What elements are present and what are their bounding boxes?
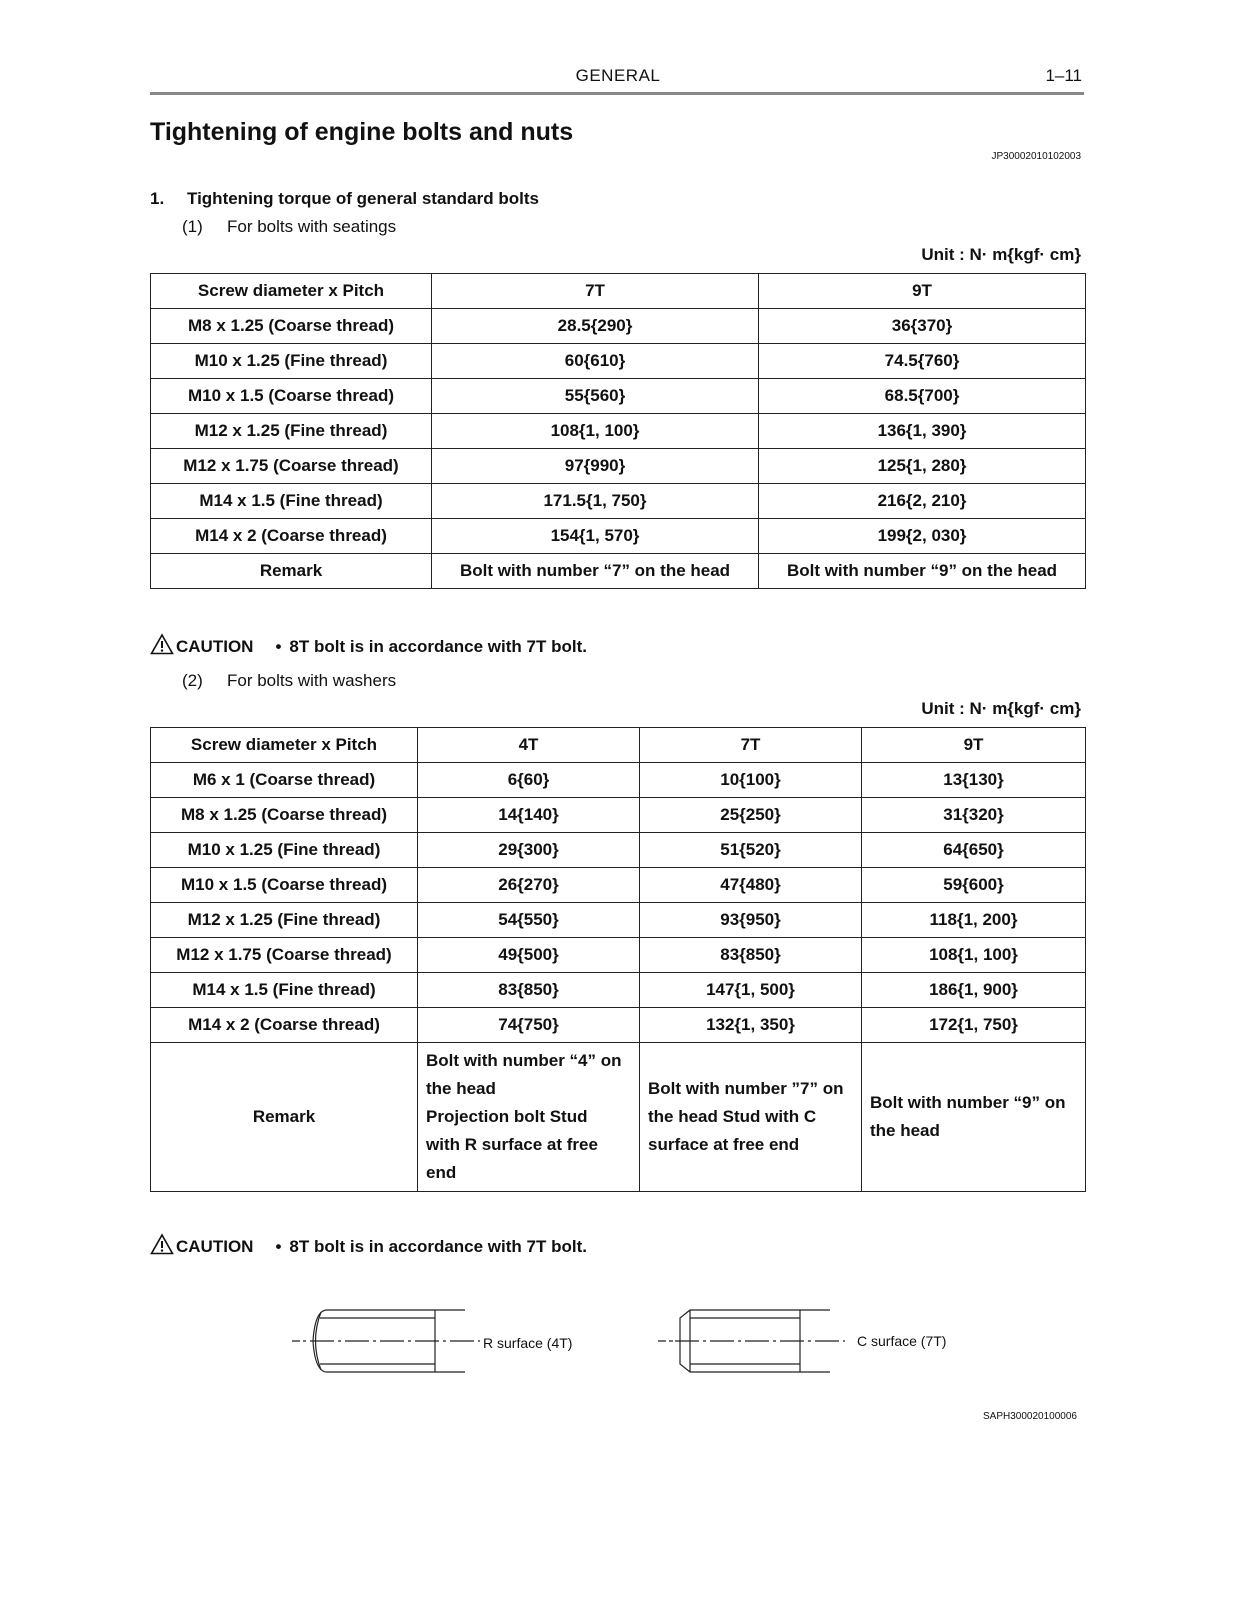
screw-size-cell: M14 x 1.5 (Fine thread) [151,484,432,519]
torque-value-cell: 108{1, 100} [862,938,1086,973]
table-row [151,519,1086,554]
torque-value-cell: Bolt with number “9” on the head [759,554,1086,589]
warning-triangle-icon [150,633,174,660]
table-row [151,833,1086,868]
screw-size-cell: Remark [151,554,432,589]
table-row [151,938,1086,973]
torque-value-cell: 97{990} [432,449,759,484]
part1-unit: Unit : N· m{kgf· cm} [921,245,1081,264]
screw-size-cell: M12 x 1.75 (Coarse thread) [151,938,418,973]
torque-value-cell: 136{1, 390} [759,414,1086,449]
c-surface-stud-drawing [658,1310,845,1372]
torque-table-seatings [150,273,1086,589]
caution-label: CAUTION [176,637,254,656]
torque-value-cell: 31{320} [862,798,1086,833]
screw-size-cell: M10 x 1.25 (Fine thread) [151,344,432,379]
remark-7t-line: Bolt with number ”7” on [648,1079,844,1098]
column-header: Screw diameter x Pitch [151,274,432,309]
torque-value-cell: 54{550} [418,903,640,938]
torque-value-cell: 68.5{700} [759,379,1086,414]
table-row [151,1008,1086,1043]
torque-value-cell: 154{1, 570} [432,519,759,554]
page-number: 1–11 [1045,66,1082,85]
remark-4t-line: the head [426,1079,496,1098]
torque-value-cell: 59{600} [862,868,1086,903]
torque-value-cell: 125{1, 280} [759,449,1086,484]
torque-value-cell: 60{610} [432,344,759,379]
remark-7t-line: the head Stud with C [648,1107,817,1126]
torque-value-cell: 25{250} [640,798,862,833]
part1-heading [182,217,396,237]
table-row [151,763,1086,798]
table-row-remark [151,1043,1086,1192]
screw-size-cell: M10 x 1.5 (Coarse thread) [151,868,418,903]
table-row [151,344,1086,379]
caution-text: 8T bolt is in accordance with 7T bolt. [289,637,587,656]
table-row [151,903,1086,938]
part2-unit: Unit : N· m{kgf· cm} [921,699,1081,718]
torque-value-cell: 83{850} [418,973,640,1008]
r-surface-label: R surface (4T) [483,1335,573,1351]
remark-4t-cell [418,1043,640,1192]
table-row [151,414,1086,449]
subsection-number: 1. [150,189,165,208]
caution-label: CAUTION [176,1237,254,1256]
column-header: 9T [862,728,1086,763]
table-row [151,309,1086,344]
part2-heading [182,671,396,691]
subsection-title: Tightening torque of general standard bolts [187,189,539,208]
screw-size-cell: M8 x 1.25 (Coarse thread) [151,309,432,344]
table-row [151,973,1086,1008]
torque-value-cell: 26{270} [418,868,640,903]
running-header-section: GENERAL [575,66,661,85]
part1-label: For bolts with seatings [227,217,397,236]
screw-size-cell: M6 x 1 (Coarse thread) [151,763,418,798]
torque-value-cell: 14{140} [418,798,640,833]
screw-size-cell: M10 x 1.5 (Coarse thread) [151,379,432,414]
torque-value-cell: 172{1, 750} [862,1008,1086,1043]
torque-value-cell: 216{2, 210} [759,484,1086,519]
remark-4t-line: end [426,1163,457,1182]
torque-value-cell: 108{1, 100} [432,414,759,449]
remark-4t-line: with R surface at free [426,1135,598,1154]
torque-value-cell: 171.5{1, 750} [432,484,759,519]
table-row [151,868,1086,903]
torque-value-cell: 186{1, 900} [862,973,1086,1008]
column-header: 4T [418,728,640,763]
screw-size-cell: M14 x 2 (Coarse thread) [151,519,432,554]
screw-size-cell: M12 x 1.25 (Fine thread) [151,903,418,938]
screw-size-cell: M8 x 1.25 (Coarse thread) [151,798,418,833]
torque-value-cell: 93{950} [640,903,862,938]
remark-4t-line: Bolt with number “4” on [426,1051,622,1070]
column-header: Screw diameter x Pitch [151,728,418,763]
torque-value-cell: 74{750} [418,1008,640,1043]
torque-value-cell: 64{650} [862,833,1086,868]
torque-value-cell: 51{520} [640,833,862,868]
torque-value-cell: Bolt with number “7” on the head [432,554,759,589]
torque-value-cell: 47{480} [640,868,862,903]
torque-value-cell: 6{60} [418,763,640,798]
column-header: 7T [640,728,862,763]
column-header: 9T [759,274,1086,309]
caution-note-1 [150,633,587,660]
table-header-row [151,274,1086,309]
table-header-row [151,728,1086,763]
table-row [151,484,1086,519]
remark-9t-line: Bolt with number “9” on [870,1093,1066,1112]
c-surface-label: C surface (7T) [857,1333,947,1349]
torque-value-cell: 29{300} [418,833,640,868]
torque-table-washers [150,727,1086,1192]
remark-9t-line: the head [870,1121,940,1140]
document-code: JP30002010102003 [991,151,1081,162]
part2-number: (2) [182,671,203,690]
torque-value-cell: 10{100} [640,763,862,798]
torque-value-cell: 83{850} [640,938,862,973]
caution-note-2 [150,1233,587,1260]
torque-value-cell: 13{130} [862,763,1086,798]
torque-value-cell: 118{1, 200} [862,903,1086,938]
remark-7t-line: surface at free end [648,1135,800,1154]
caution-bullet: • [275,637,282,656]
torque-value-cell: 55{560} [432,379,759,414]
torque-value-cell: 28.5{290} [432,309,759,344]
torque-value-cell: 74.5{760} [759,344,1086,379]
table-row [151,554,1086,589]
part1-number: (1) [182,217,203,236]
remark-label-cell: Remark [151,1043,418,1192]
caution-bullet: • [275,1237,282,1256]
warning-triangle-icon [150,1233,174,1260]
figure-code: SAPH300020100006 [983,1411,1077,1422]
caution-text: 8T bolt is in accordance with 7T bolt. [289,1237,587,1256]
screw-size-cell: M12 x 1.25 (Fine thread) [151,414,432,449]
section-title: Tightening of engine bolts and nuts [150,118,574,146]
torque-value-cell: 132{1, 350} [640,1008,862,1043]
r-surface-stud-drawing [292,1310,480,1372]
part2-label: For bolts with washers [227,671,397,690]
torque-value-cell: 36{370} [759,309,1086,344]
torque-value-cell: 147{1, 500} [640,973,862,1008]
remark-7t-cell [640,1043,862,1192]
remark-4t-line: Projection bolt Stud [426,1107,588,1126]
torque-value-cell: 49{500} [418,938,640,973]
remark-9t-cell [862,1043,1086,1192]
table-row [151,379,1086,414]
screw-size-cell: M12 x 1.75 (Coarse thread) [151,449,432,484]
subsection-heading [150,189,539,209]
screw-size-cell: M14 x 1.5 (Fine thread) [151,973,418,1008]
table-row [151,449,1086,484]
header-rule [150,92,1084,95]
screw-size-cell: M10 x 1.25 (Fine thread) [151,833,418,868]
table-row [151,798,1086,833]
torque-value-cell: 199{2, 030} [759,519,1086,554]
screw-size-cell: M14 x 2 (Coarse thread) [151,1008,418,1043]
column-header: 7T [432,274,759,309]
